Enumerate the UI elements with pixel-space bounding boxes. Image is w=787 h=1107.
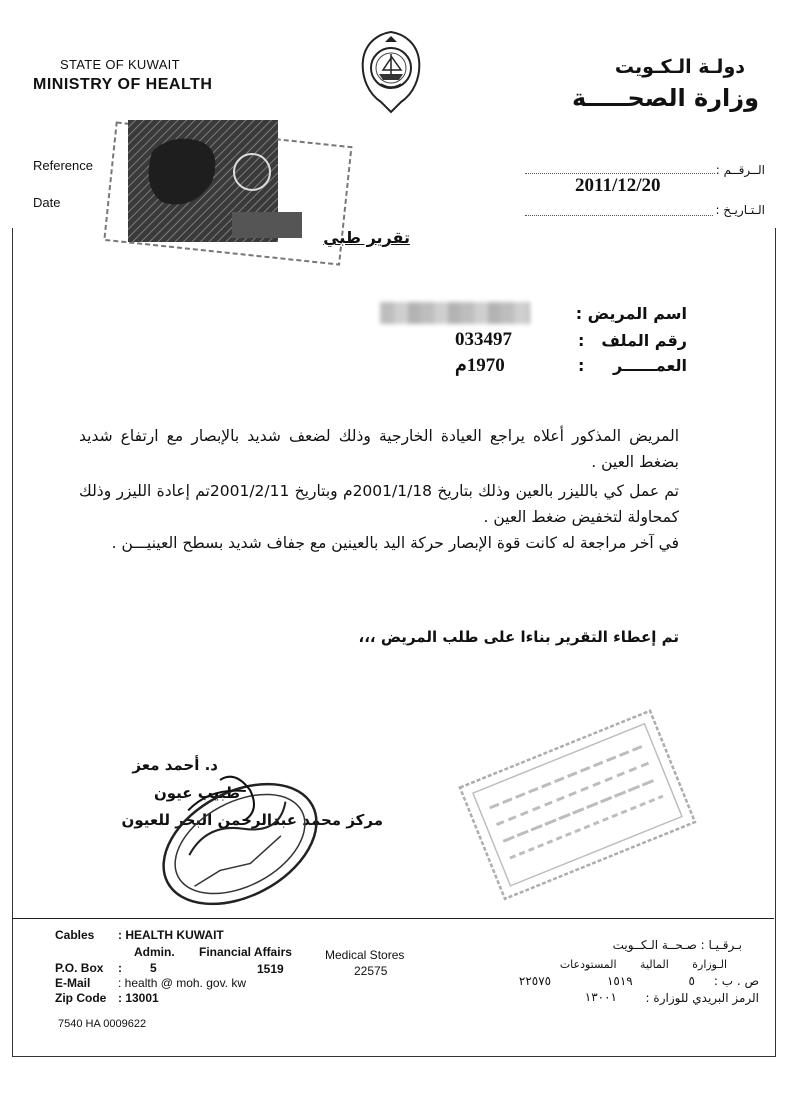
email-value: : health @ moh. gov. kw <box>118 976 247 990</box>
doctor-stamp <box>150 770 330 918</box>
reference-line <box>525 163 715 174</box>
medical-stores-label: Medical Stores <box>325 948 405 962</box>
doctor-name: د. أحمد معز <box>132 756 218 774</box>
financial-pobox: 1519 <box>257 962 284 976</box>
redacted-patient-name <box>380 302 530 324</box>
cables-value: : HEALTH KUWAIT <box>118 928 224 942</box>
pobox-label: P.O. Box <box>55 961 104 975</box>
email-label: E-Mail <box>55 976 91 990</box>
footer-divider <box>12 918 774 919</box>
state-name-ar: دولـة الـكـويت <box>614 56 745 78</box>
pobox-values-ar: ٥ ١٥١٩ ٢٢٥٧٥ <box>518 974 695 988</box>
admin-label: Admin. <box>134 945 175 959</box>
zip-value-ar: ١٣٠٠١ <box>584 990 617 1004</box>
pobox-colon: : <box>118 961 122 975</box>
ministry-name-ar: وزارة الصحـــــة <box>571 84 759 112</box>
center-stamp <box>455 705 700 905</box>
zip-label: Zip Code <box>55 991 107 1005</box>
zip-label-ar: الرمز البريدي للوزارة : <box>645 991 759 1005</box>
date-label: Date <box>33 195 61 210</box>
age-colon: : <box>578 356 585 375</box>
financial-affairs-label: Financial Affairs <box>199 945 292 959</box>
eye-center-name: مركز محمد عبدالرحمن البحر للعيون <box>121 811 383 829</box>
zip-value: : 13001 <box>118 991 159 1005</box>
file-number-value: 033497 <box>455 329 512 350</box>
date-label-ar: الـتـاريـخ : <box>715 203 765 217</box>
report-paragraph: في آخر مراجعة له كانت قوة الإبصار حركة اليد بالعينين مع جفاف شديد بسطح العينيـــن . <box>111 534 679 552</box>
kuwait-emblem-icon <box>355 28 427 120</box>
doctor-title: طبيب عيون <box>153 784 240 802</box>
ministry-name-en: MINISTRY OF HEALTH <box>33 76 213 93</box>
date-value: 2011/12/20 <box>575 175 661 196</box>
admin-pobox: 5 <box>150 961 157 975</box>
department-headings-ar: الـوزارة المالية المستودعات <box>559 958 727 971</box>
state-name-en: STATE OF KUWAIT <box>60 57 180 72</box>
date-line <box>525 205 713 216</box>
cables-label: Cables <box>55 928 95 942</box>
report-paragraph: تم عمل كي بالليزر بالعين وذلك بتاريخ 2001/1/18م وبتاريخ 2001/2/11تم إعادة الليزر وذلك كمحاولة لتخفيض ضغط العين . <box>79 482 680 526</box>
report-paragraph: المريض المذكور أعلاه يراجع العيادة الخارجية وذلك لضعف شديد بالإبصار مع ارتفاع شديد بضغط العين . <box>79 427 679 471</box>
pobox-label-ar: ص . ب : <box>713 974 759 988</box>
age-label: العمــــــر <box>612 356 687 375</box>
reference-label-ar: الــرقــم : <box>715 163 765 177</box>
file-number-colon: : <box>578 331 585 350</box>
report-title: تقرير طبي <box>323 228 410 247</box>
document-number: 7540 HA 0009622 <box>58 1018 147 1030</box>
file-number-label: رقم الملف <box>601 331 687 350</box>
cables-ar: بـرقـيـا : صـحــة الـكــويت <box>612 938 742 952</box>
report-closing: تم إعطاء التقرير بناءا على طلب المريض ،،، <box>358 628 679 646</box>
age-value: 1970م <box>455 355 505 376</box>
medical-pobox: 22575 <box>354 964 388 978</box>
patient-name-label: اسم المريض : <box>575 304 687 323</box>
reference-label: Reference <box>33 158 93 173</box>
